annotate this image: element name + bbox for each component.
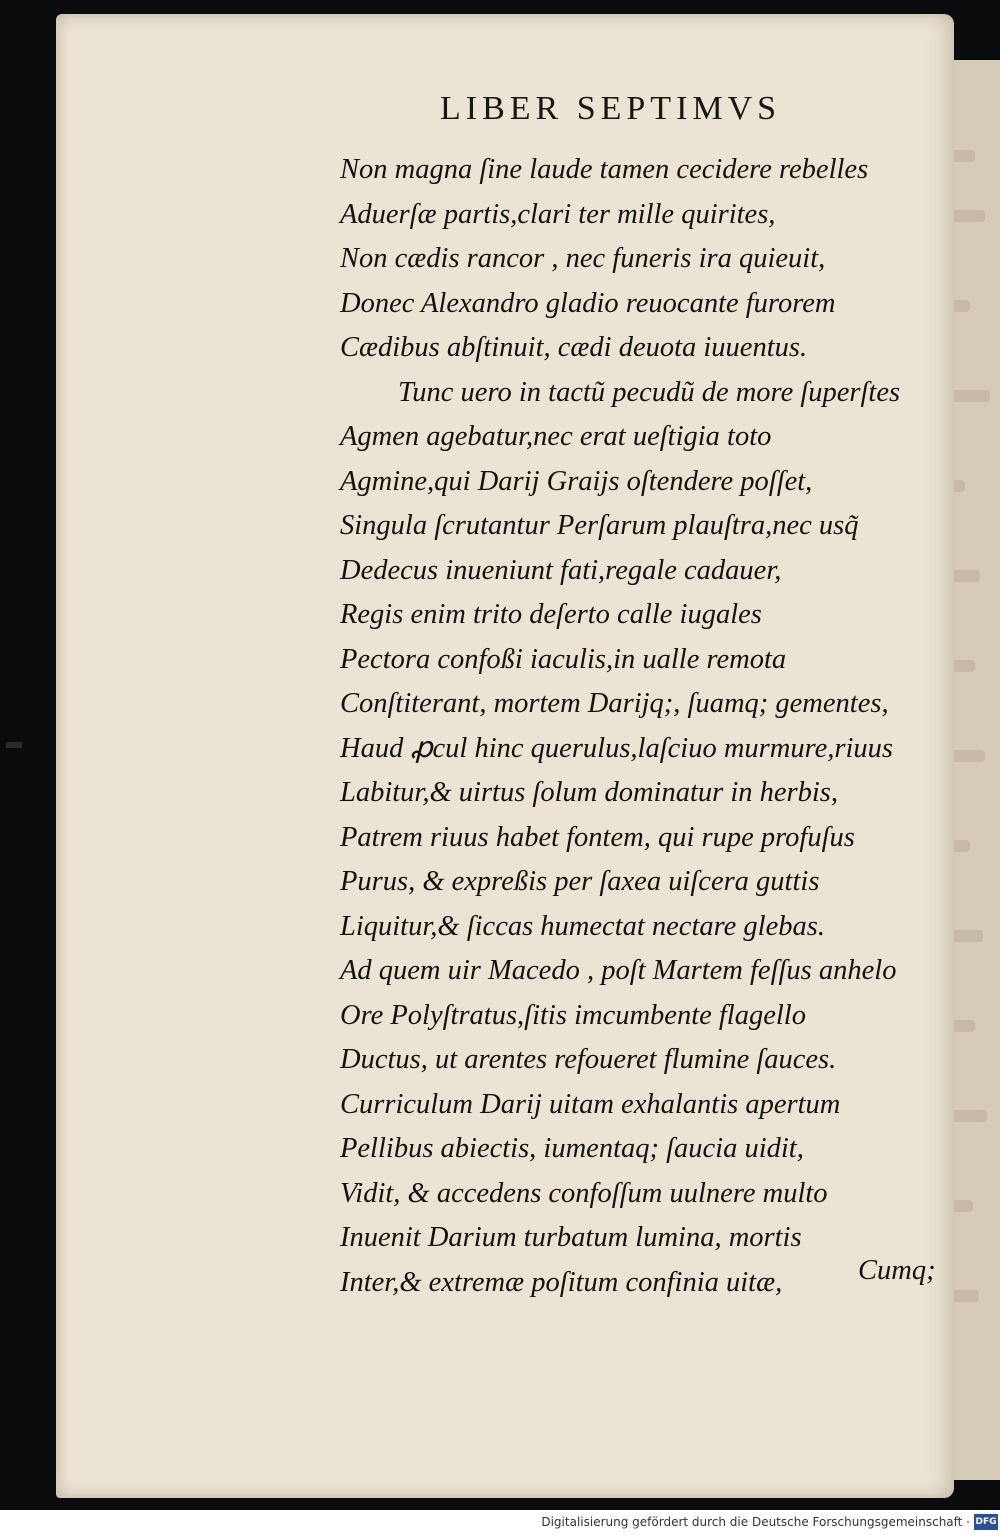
footer-bar xyxy=(0,1510,1000,1536)
verse-line: Patrem riuus habet fontem, qui rupe profuſus xyxy=(340,821,855,853)
verse-line: Singula ſcrutantur Perſarum plauſtra,nec usq̃ xyxy=(340,510,859,541)
verse-line: Non cædis rancor , nec funeris ira quieuit, xyxy=(340,243,826,274)
verse-line: Ore Polyſtratus,ſitis imcumbente flagello xyxy=(340,999,806,1031)
verse-line: Regis enim trito deſerto calle iugales xyxy=(340,599,762,630)
dfg-logo: DFG xyxy=(974,1514,998,1530)
verse-line: Pectora confoßi iaculis,in ualle remota xyxy=(340,643,787,675)
verse-line: Labitur,& uirtus ſolum dominatur in herbis, xyxy=(340,777,839,808)
verse-line: Donec Alexandro gladio reuocante furorem xyxy=(340,287,836,319)
verse-line: Agmine,qui Darij Graijs oſtendere poſſet, xyxy=(340,465,813,497)
verse-line: Inuenit Darium turbatum lumina, mortis xyxy=(340,1222,802,1253)
verse-line: Dedecus inueniunt fati,regale cadauer, xyxy=(340,554,782,586)
catchword: Cumq; xyxy=(858,1255,936,1286)
verse-line: Curriculum Darij uitam exhalantis apertum xyxy=(340,1088,841,1120)
verse-line: Liquitur,& ſiccas humectat nectare glebas. xyxy=(340,910,825,942)
verse-line: Ductus, ut arentes refoueret flumine ſauces. xyxy=(340,1044,837,1075)
verse-line: Agmen agebatur,nec erat ueſtigia toto xyxy=(340,421,772,452)
verse-line: Pellibus abiectis, iumentaq; ſaucia uidit, xyxy=(340,1133,804,1164)
verse-line: Aduerſæ partis,clari ter mille quirites, xyxy=(340,198,776,230)
scan-edge-mark xyxy=(6,742,22,748)
verse-line: Non magna ſine laude tamen cecidere rebelles xyxy=(340,154,869,185)
verse-line: Cædibus abſtinuit, cædi deuota iuuentus. xyxy=(340,332,808,363)
verse-line: Vidit, & accedens confoſſum uulnere multo xyxy=(340,1177,828,1209)
verse-block xyxy=(340,148,960,1305)
running-head: LIBER SEPTIMVS xyxy=(440,90,782,127)
funding-credit: Digitalisierung gefördert durch die Deutsche Forschungsgemeinschaft · xyxy=(541,1515,970,1529)
verse-line: Haud ꝓcul hinc querulus,laſciuo murmure,riuus xyxy=(340,732,893,764)
verse-line: Inter,& extremæ poſitum confinia uitæ, xyxy=(340,1266,783,1298)
verse-line: Purus, & expreßis per ſaxea uiſcera guttis xyxy=(340,866,820,897)
verse-line: Tunc uero in tactũ pecudũ de more ſuperſtes xyxy=(398,376,901,408)
verse-line: Ad quem uir Macedo , poſt Martem feſſus anhelo xyxy=(340,955,897,986)
verse-line: Conſtiterant, mortem Darijq;, ſuamq; gementes, xyxy=(340,688,889,719)
